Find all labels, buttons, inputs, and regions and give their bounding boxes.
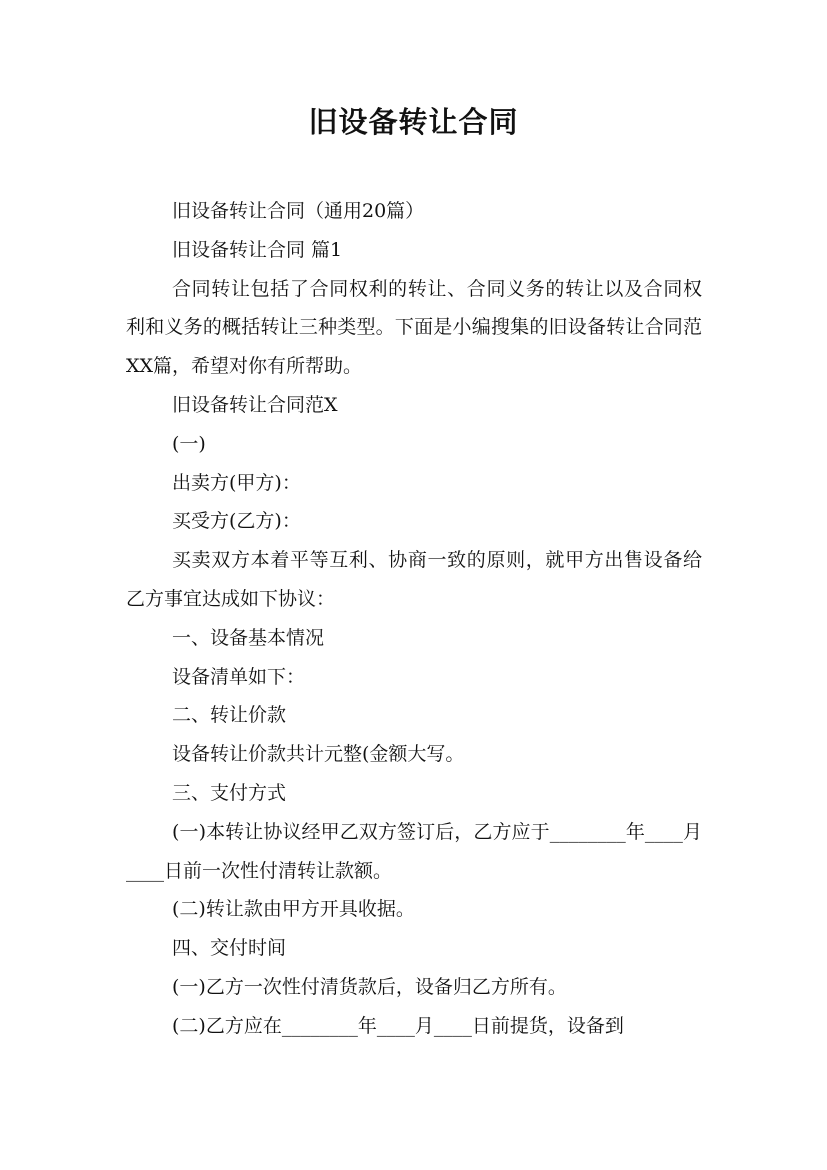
paragraph: 设备清单如下： bbox=[172, 665, 306, 688]
paragraph: 买卖双方本着平等互利、协商一致的原则，就甲方出售设备给乙方事宜达成如下协议： bbox=[126, 549, 702, 610]
paragraph: 二、转让价款 bbox=[172, 704, 287, 727]
paragraph: 合同转让包括了合同权利的转让、合同义务的转让以及合同权利和义务的概括转让三种类型。下面是小编搜集的旧设备转让合同范XX篇，希望对你有所帮助。 bbox=[126, 277, 702, 378]
paragraph: (一) bbox=[172, 432, 206, 455]
paragraph: 三、支付方式 bbox=[172, 781, 287, 804]
paragraph: (二)转让款由甲方开具收据。 bbox=[172, 898, 415, 921]
document-title: 旧设备转让合同 bbox=[308, 105, 519, 139]
paragraph: 旧设备转让合同范X bbox=[172, 393, 338, 416]
paragraph: 买受方(乙方)： bbox=[172, 510, 301, 533]
document-body bbox=[126, 192, 702, 1046]
paragraph: (一)乙方一次性付清货款后，设备归乙方所有。 bbox=[172, 975, 567, 998]
paragraph: (一)本转让协议经甲乙双方签订后，乙方应于________年____月____日前一次性付清转让款额。 bbox=[126, 820, 702, 882]
paragraph: 出卖方(甲方)： bbox=[172, 471, 301, 494]
paragraph: (二)乙方应在________年____月____日前提货，设备到 bbox=[172, 1014, 624, 1037]
paragraph: 设备转让价款共计元整(金额大写。 bbox=[172, 743, 465, 766]
paragraph: 一、设备基本情况 bbox=[172, 626, 325, 649]
paragraph: 四、交付时间 bbox=[172, 937, 287, 960]
paragraph: 旧设备转让合同（通用20篇） bbox=[172, 200, 425, 222]
paragraph: 旧设备转让合同 篇1 bbox=[172, 238, 343, 261]
